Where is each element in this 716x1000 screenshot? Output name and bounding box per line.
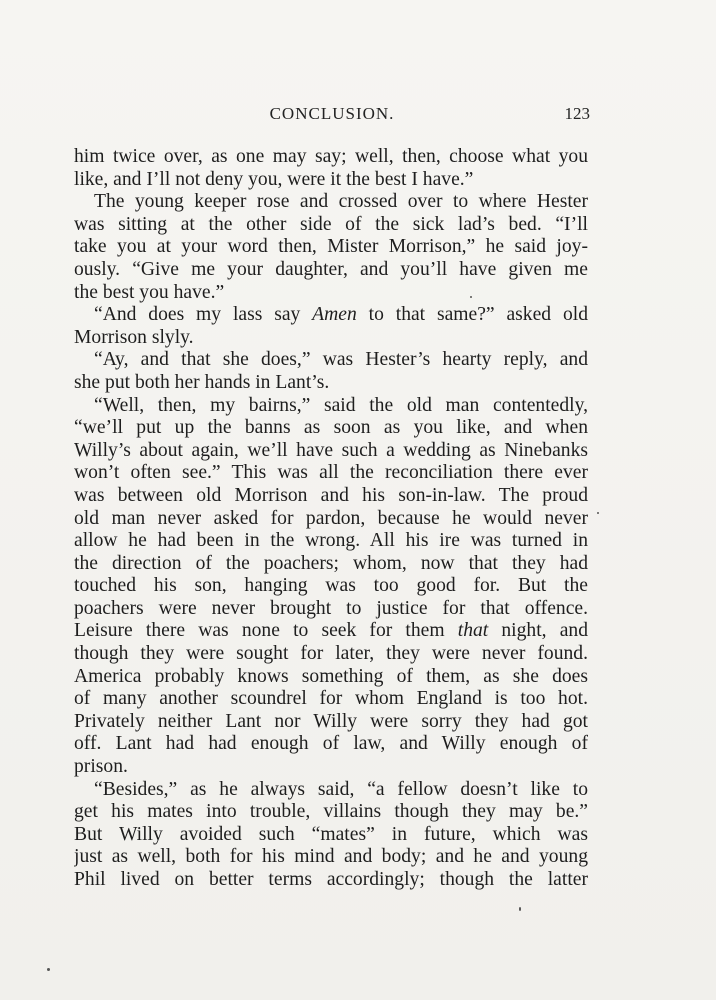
page-number: 123 (564, 104, 590, 123)
text-line: she put both her hands in Lant’s. (74, 371, 330, 393)
text-line: “Besides,” as he always said, “a fellow doesn’t like to (94, 778, 588, 800)
text-line: off. Lant had had enough of law, and Willy enough of (74, 733, 588, 755)
text-line: But Willy avoided such “mates” in future, which was (74, 823, 588, 845)
text-line: get his mates into trouble, villains though they may be.” (74, 801, 588, 823)
text-line: was between old Morrison and his son-in-law. The proud (74, 484, 588, 506)
text-line: the best you have.” (74, 281, 225, 303)
page-header (74, 104, 590, 130)
paper-speck (47, 968, 50, 971)
text-line: “And does my lass say Amen to that same?” asked old (94, 304, 588, 326)
body-text (74, 146, 588, 892)
text-line: America probably knows something of them, as she does (74, 665, 588, 687)
text-line: take you at your word then, Mister Morrison,” he said joy- (74, 236, 588, 258)
text-line: “we’ll put up the banns as soon as you like, and when (74, 417, 588, 439)
text-line: The young keeper rose and crossed over to where Hester (94, 191, 588, 213)
paper-speck (519, 907, 521, 911)
text-line: old man never asked for pardon, because he would never (74, 507, 588, 529)
text-line: him twice over, as one may say; well, then, choose what you (74, 146, 588, 167)
text-line: poachers were never brought to justice for that offence. (74, 597, 588, 619)
text-line: ously. “Give me your daughter, and you’ll have given me (74, 258, 588, 280)
text-line: the direction of the poachers; whom, now that they had (74, 552, 588, 574)
text-line: Leisure there was none to seek for them that night, and (74, 620, 588, 642)
text-line: Privately neither Lant nor Willy were sorry they had got (74, 710, 588, 732)
text-line: though they were sought for later, they were never found. (74, 643, 588, 665)
text-line: Phil lived on better terms accordingly; though the latter (74, 869, 588, 890)
text-line: just as well, both for his mind and body; and he and young (74, 846, 588, 868)
text-line: touched his son, hanging was too good for. But the (74, 575, 588, 597)
paper-speck (470, 296, 472, 298)
text-line: of many another scoundrel for whom England is too hot. (74, 688, 588, 710)
text-line: Willy’s about again, we’ll have such a wedding as Ninebanks (74, 439, 588, 461)
text-line: won’t often see.” This was all the reconciliation there ever (74, 462, 588, 484)
paper-speck (597, 512, 599, 514)
text-line: was sitting at the other side of the sick lad’s bed. “I’ll (74, 213, 588, 235)
text-line: allow he had been in the wrong. All his ire was turned in (74, 530, 588, 552)
running-title: CONCLUSION. (269, 104, 395, 123)
text-line: like, and I’ll not deny you, were it the best I have.” (74, 168, 474, 190)
text-line: prison. (74, 756, 128, 778)
text-line: “Ay, and that she does,” was Hester’s hearty reply, and (94, 349, 588, 371)
text-line: Morrison slyly. (74, 326, 194, 348)
text-line: “Well, then, my bairns,” said the old man contentedly, (94, 394, 588, 416)
